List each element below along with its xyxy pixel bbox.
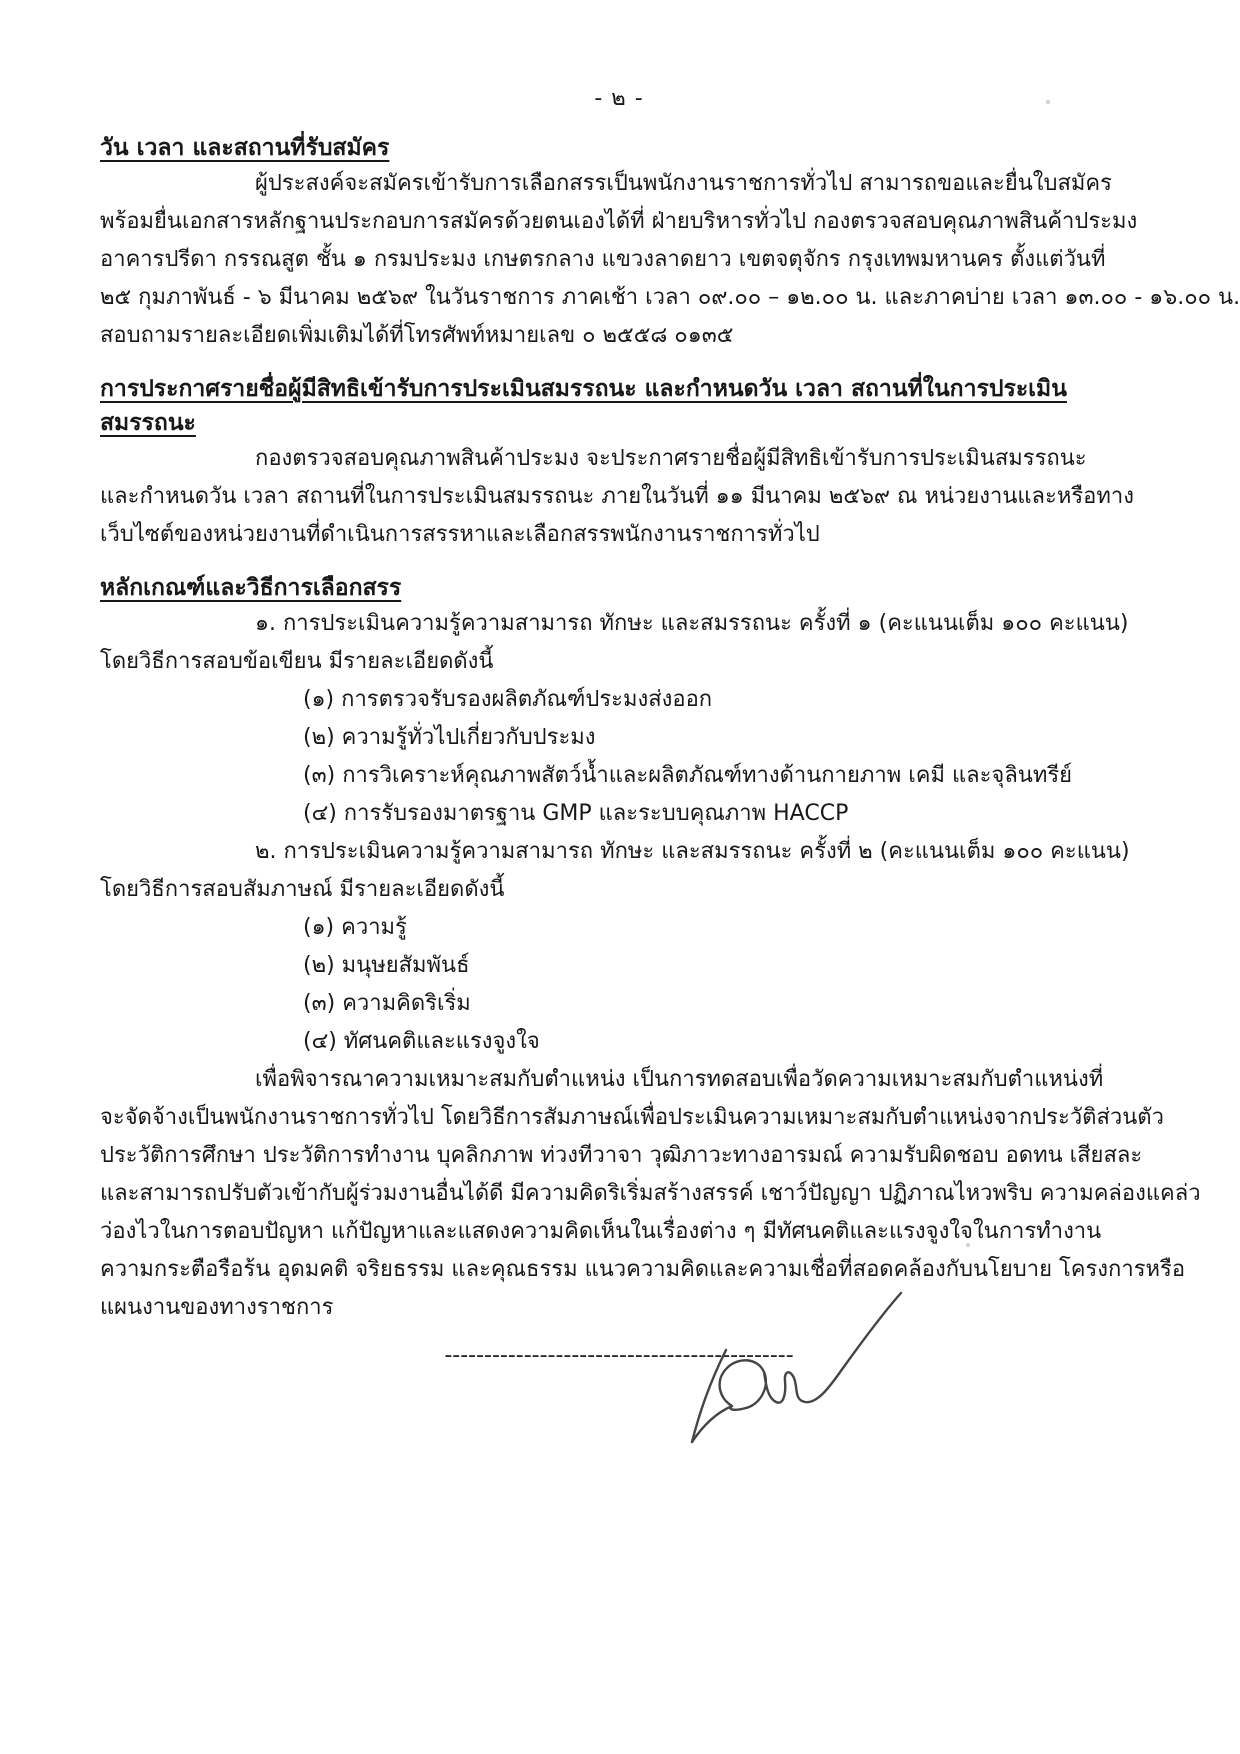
paragraph-line: อาคารปรีดา กรรณสูต ชั้น ๑ กรมประมง เกษตรกลาง แขวงลาดยาว เขตจตุจักร กรุงเทพมหานคร ตั้งแต่วันที่ <box>100 247 1106 272</box>
list-subitem: (๓) การวิเคราะห์คุณภาพสัตว์น้ำและผลิตภัณฑ์ทางด้านกายภาพ เคมี และจุลินทรีย์ <box>303 763 1073 788</box>
list-subitem: (๒) ความรู้ทั่วไปเกี่ยวกับประมง <box>303 725 596 750</box>
section-heading-announcement: การประกาศรายชื่อผู้มีสิทธิเข้ารับการประเมินสมรรถนะ และกำหนดวัน เวลา สถานที่ในการประเมินสมรรถนะ <box>100 376 1067 436</box>
list-subitem: (๑) ความรู้ <box>303 915 407 940</box>
paragraph-line: โดยวิธีการสอบสัมภาษณ์ มีรายละเอียดดังนี้ <box>100 877 505 902</box>
paragraph-line: และกำหนดวัน เวลา สถานที่ในการประเมินสมรรถนะ ภายในวันที่ ๑๑ มีนาคม ๒๕๖๙ ณ หน่วยงานและหรือทาง <box>100 484 1134 509</box>
paragraph-line: พร้อมยื่นเอกสารหลักฐานประกอบการสมัครด้วยตนเองได้ที่ ฝ่ายบริหารทั่วไป กองตรวจสอบคุณภาพสินค้าประมง <box>100 209 1138 234</box>
paragraph-line: ผู้ประสงค์จะสมัครเข้ารับการเลือกสรรเป็นพนักงานราชการทั่วไป สามารถขอและยื่นใบสมัคร <box>255 171 1112 196</box>
paragraph-line: เว็บไซต์ของหน่วยงานที่ดำเนินการสรรหาและเลือกสรรพนักงานราชการทั่วไป <box>100 522 820 547</box>
paragraph-line: ประวัติการศึกษา ประวัติการทำงาน บุคลิกภาพ ท่วงทีวาจา วุฒิภาวะทางอารมณ์ ความรับผิดชอบ อดทน เสียสละ <box>100 1143 1143 1168</box>
paragraph-line: เพื่อพิจารณาความเหมาะสมกับตำแหน่ง เป็นการทดสอบเพื่อวัดความเหมาะสมกับตำแหน่งที่ <box>255 1067 1104 1092</box>
scan-artifact <box>1046 100 1050 104</box>
list-subitem: (๔) การรับรองมาตรฐาน GMP และระบบคุณภาพ HACCP <box>303 801 849 826</box>
list-item-assessment-2: ๒. การประเมินความรู้ความสามารถ ทักษะ และสมรรถนะ ครั้งที่ ๒ (คะแนนเต็ม ๑๐๐ คะแนน) <box>255 839 1130 864</box>
list-item-assessment-1: ๑. การประเมินความรู้ความสามารถ ทักษะ และสมรรถนะ ครั้งที่ ๑ (คะแนนเต็ม ๑๐๐ คะแนน) <box>255 611 1129 636</box>
page-number: - ๒ - <box>594 86 644 111</box>
paragraph-line: ความกระตือรือร้น อุดมคติ จริยธรรม และคุณธรรม แนวความคิดและความเชื่อที่สอดคล้องกับนโยบาย โครงการหรือ <box>100 1257 1186 1282</box>
signature-icon <box>600 1240 940 1460</box>
list-subitem: (๓) ความคิดริเริ่ม <box>303 991 471 1016</box>
scan-artifact <box>966 1243 970 1247</box>
list-subitem: (๔) ทัศนคติและแรงจูงใจ <box>303 1029 540 1054</box>
paragraph-line: แผนงานของทางราชการ <box>100 1295 334 1320</box>
section-heading-application-schedule: วัน เวลา และสถานที่รับสมัคร <box>100 135 390 161</box>
section-heading-criteria: หลักเกณฑ์และวิธีการเลือกสรร <box>100 575 402 601</box>
dashed-divider: -------------------------------------------- <box>444 1343 794 1368</box>
document-content <box>100 84 1240 1371</box>
paragraph-line: โดยวิธีการสอบข้อเขียน มีรายละเอียดดังนี้ <box>100 649 494 674</box>
list-subitem: (๑) การตรวจรับรองผลิตภัณฑ์ประมงส่งออก <box>303 687 713 712</box>
list-subitem: (๒) มนุษยสัมพันธ์ <box>303 953 470 978</box>
paragraph-line: จะจัดจ้างเป็นพนักงานราชการทั่วไป โดยวิธีการสัมภาษณ์เพื่อประเมินความเหมาะสมกับตำแหน่งจากประวัติส่วนตัว <box>100 1105 1164 1130</box>
paragraph-line: และสามารถปรับตัวเข้ากับผู้ร่วมงานอื่นได้ดี มีความคิดริเริ่มสร้างสรรค์ เชาว์ปัญญา ปฏิภาณไหวพริบ ความคล่องแคล่ว <box>100 1181 1201 1206</box>
paragraph-line: ว่องไวในการตอบปัญหา แก้ปัญหาและแสดงความคิดเห็นในเรื่องต่าง ๆ มีทัศนคติและแรงจูงใจในการทำงาน <box>100 1219 1102 1244</box>
paragraph-line: สอบถามรายละเอียดเพิ่มเติมได้ที่โทรศัพท์หมายเลข ๐ ๒๕๕๘ ๐๑๓๕ <box>100 323 734 348</box>
paragraph-line: กองตรวจสอบคุณภาพสินค้าประมง จะประกาศรายชื่อผู้มีสิทธิเข้ารับการประเมินสมรรถนะ <box>255 446 1087 471</box>
paragraph-line: ๒๕ กุมภาพันธ์ - ๖ มีนาคม ๒๕๖๙ ในวันราชการ ภาคเช้า เวลา ๐๙.๐๐ – ๑๒.๐๐ น. และภาคบ่าย เวลา ๑๓.๐๐ - ๑๖.๐๐ น. <box>100 285 1240 310</box>
